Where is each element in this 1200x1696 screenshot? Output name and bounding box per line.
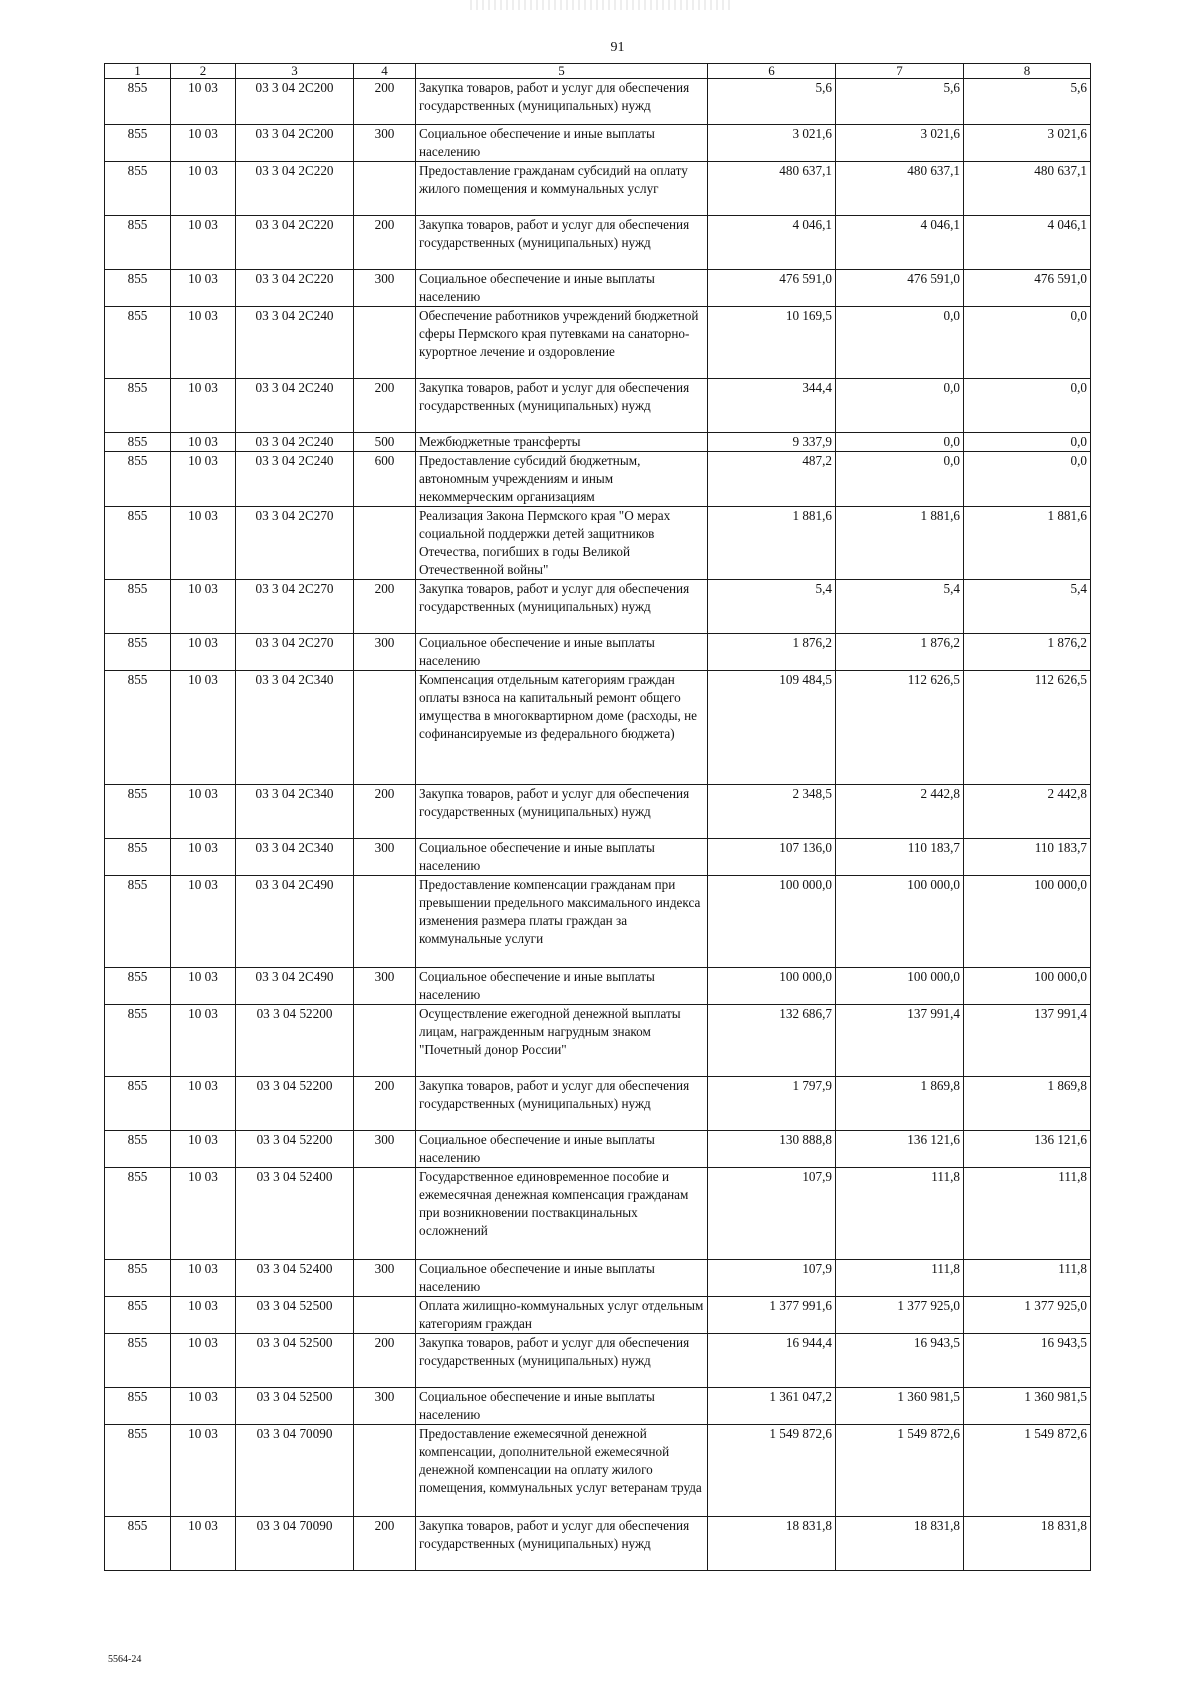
cell-amount-col8: 0,0 xyxy=(964,433,1091,452)
cell-expense-type xyxy=(354,162,416,216)
column-header: 8 xyxy=(964,64,1091,79)
cell-target-article: 03 3 04 2С270 xyxy=(236,634,354,671)
cell-amount-col8: 3 021,6 xyxy=(964,125,1091,162)
cell-section: 10 03 xyxy=(171,968,236,1005)
cell-amount-col6: 107,9 xyxy=(708,1260,836,1297)
cell-amount-col7: 1 549 872,6 xyxy=(836,1425,964,1517)
cell-amount-col6: 2 348,5 xyxy=(708,785,836,839)
cell-section: 10 03 xyxy=(171,839,236,876)
cell-amount-col8: 0,0 xyxy=(964,379,1091,433)
cell-expense-type: 200 xyxy=(354,79,416,125)
table-row xyxy=(105,968,1091,1005)
cell-expense-type xyxy=(354,1168,416,1260)
cell-administrator: 855 xyxy=(105,671,171,785)
cell-amount-col8: 1 360 981,5 xyxy=(964,1388,1091,1425)
table-row xyxy=(105,634,1091,671)
cell-amount-col7: 111,8 xyxy=(836,1168,964,1260)
cell-section: 10 03 xyxy=(171,1077,236,1131)
cell-target-article: 03 3 04 2С240 xyxy=(236,452,354,507)
column-header: 4 xyxy=(354,64,416,79)
cell-target-article: 03 3 04 2С340 xyxy=(236,785,354,839)
cell-target-article: 03 3 04 2С200 xyxy=(236,79,354,125)
cell-amount-col7: 1 881,6 xyxy=(836,507,964,580)
table-row xyxy=(105,785,1091,839)
cell-target-article: 03 3 04 52200 xyxy=(236,1077,354,1131)
cell-description: Закупка товаров, работ и услуг для обеспечения государственных (муниципальных) нужд xyxy=(416,1077,708,1131)
cell-amount-col6: 100 000,0 xyxy=(708,876,836,968)
cell-amount-col6: 9 337,9 xyxy=(708,433,836,452)
cell-amount-col6: 1 881,6 xyxy=(708,507,836,580)
table-row xyxy=(105,876,1091,968)
scan-artifact xyxy=(470,0,730,10)
cell-description: Реализация Закона Пермского края "О мерах социальной поддержки детей защитников Отечества, погибших в годы Великой Отечественной войны" xyxy=(416,507,708,580)
cell-amount-col7: 1 869,8 xyxy=(836,1077,964,1131)
cell-amount-col6: 344,4 xyxy=(708,379,836,433)
cell-target-article: 03 3 04 2С240 xyxy=(236,307,354,379)
cell-description: Социальное обеспечение и иные выплаты населению xyxy=(416,125,708,162)
cell-description: Предоставление гражданам субсидий на оплату жилого помещения и коммунальных услуг xyxy=(416,162,708,216)
cell-amount-col7: 112 626,5 xyxy=(836,671,964,785)
cell-amount-col8: 1 881,6 xyxy=(964,507,1091,580)
cell-amount-col8: 480 637,1 xyxy=(964,162,1091,216)
table-row xyxy=(105,1425,1091,1517)
cell-administrator: 855 xyxy=(105,1388,171,1425)
cell-amount-col8: 100 000,0 xyxy=(964,968,1091,1005)
cell-administrator: 855 xyxy=(105,125,171,162)
cell-amount-col7: 3 021,6 xyxy=(836,125,964,162)
table-row xyxy=(105,671,1091,785)
cell-amount-col8: 112 626,5 xyxy=(964,671,1091,785)
table-row xyxy=(105,433,1091,452)
cell-amount-col6: 109 484,5 xyxy=(708,671,836,785)
cell-amount-col8: 1 876,2 xyxy=(964,634,1091,671)
cell-target-article: 03 3 04 2С220 xyxy=(236,270,354,307)
cell-expense-type: 300 xyxy=(354,968,416,1005)
cell-expense-type: 200 xyxy=(354,379,416,433)
cell-amount-col7: 1 360 981,5 xyxy=(836,1388,964,1425)
document-code: 5564-24 xyxy=(108,1654,142,1665)
cell-section: 10 03 xyxy=(171,270,236,307)
cell-amount-col8: 1 869,8 xyxy=(964,1077,1091,1131)
table-row xyxy=(105,1077,1091,1131)
cell-administrator: 855 xyxy=(105,580,171,634)
cell-section: 10 03 xyxy=(171,1260,236,1297)
cell-amount-col8: 2 442,8 xyxy=(964,785,1091,839)
table-row xyxy=(105,162,1091,216)
table-row xyxy=(105,1168,1091,1260)
cell-description: Социальное обеспечение и иные выплаты населению xyxy=(416,839,708,876)
cell-target-article: 03 3 04 52500 xyxy=(236,1334,354,1388)
page-number: 91 xyxy=(610,40,625,55)
cell-section: 10 03 xyxy=(171,671,236,785)
cell-administrator: 855 xyxy=(105,634,171,671)
cell-description: Оплата жилищно-коммунальных услуг отдельным категориям граждан xyxy=(416,1297,708,1334)
cell-amount-col8: 0,0 xyxy=(964,307,1091,379)
cell-amount-col7: 137 991,4 xyxy=(836,1005,964,1077)
cell-amount-col6: 1 876,2 xyxy=(708,634,836,671)
cell-administrator: 855 xyxy=(105,1131,171,1168)
cell-amount-col6: 1 549 872,6 xyxy=(708,1425,836,1517)
cell-administrator: 855 xyxy=(105,1077,171,1131)
cell-administrator: 855 xyxy=(105,307,171,379)
cell-amount-col6: 100 000,0 xyxy=(708,968,836,1005)
cell-amount-col8: 5,4 xyxy=(964,580,1091,634)
cell-section: 10 03 xyxy=(171,1388,236,1425)
cell-amount-col6: 487,2 xyxy=(708,452,836,507)
cell-amount-col6: 480 637,1 xyxy=(708,162,836,216)
table-row xyxy=(105,839,1091,876)
cell-expense-type xyxy=(354,1005,416,1077)
cell-expense-type: 200 xyxy=(354,1077,416,1131)
table-row xyxy=(105,379,1091,433)
cell-amount-col8: 18 831,8 xyxy=(964,1517,1091,1571)
cell-section: 10 03 xyxy=(171,452,236,507)
cell-description: Осуществление ежегодной денежной выплаты лицам, награжденным нагрудным знаком "Почетный донор России" xyxy=(416,1005,708,1077)
cell-target-article: 03 3 04 2С200 xyxy=(236,125,354,162)
cell-amount-col7: 1 876,2 xyxy=(836,634,964,671)
cell-target-article: 03 3 04 70090 xyxy=(236,1517,354,1571)
table-row xyxy=(105,270,1091,307)
cell-amount-col6: 107,9 xyxy=(708,1168,836,1260)
cell-administrator: 855 xyxy=(105,452,171,507)
cell-description: Социальное обеспечение и иные выплаты населению xyxy=(416,1260,708,1297)
cell-target-article: 03 3 04 2С240 xyxy=(236,379,354,433)
cell-amount-col6: 18 831,8 xyxy=(708,1517,836,1571)
cell-expense-type: 200 xyxy=(354,785,416,839)
cell-description: Социальное обеспечение и иные выплаты населению xyxy=(416,634,708,671)
cell-administrator: 855 xyxy=(105,1517,171,1571)
cell-section: 10 03 xyxy=(171,433,236,452)
cell-amount-col8: 476 591,0 xyxy=(964,270,1091,307)
cell-amount-col8: 111,8 xyxy=(964,1168,1091,1260)
cell-description: Компенсация отдельным категориям граждан оплаты взноса на капитальный ремонт общего имущества в многоквартирном доме (расходы, не софинансируемые из федерального бюджета) xyxy=(416,671,708,785)
column-header: 1 xyxy=(105,64,171,79)
cell-target-article: 03 3 04 2С490 xyxy=(236,876,354,968)
cell-expense-type xyxy=(354,1297,416,1334)
cell-target-article: 03 3 04 70090 xyxy=(236,1425,354,1517)
cell-description: Закупка товаров, работ и услуг для обеспечения государственных (муниципальных) нужд xyxy=(416,785,708,839)
cell-amount-col7: 111,8 xyxy=(836,1260,964,1297)
cell-amount-col6: 1 377 991,6 xyxy=(708,1297,836,1334)
cell-amount-col8: 111,8 xyxy=(964,1260,1091,1297)
cell-expense-type: 300 xyxy=(354,270,416,307)
cell-target-article: 03 3 04 2С340 xyxy=(236,671,354,785)
table-row xyxy=(105,1260,1091,1297)
cell-amount-col7: 5,6 xyxy=(836,79,964,125)
cell-section: 10 03 xyxy=(171,307,236,379)
cell-amount-col8: 137 991,4 xyxy=(964,1005,1091,1077)
cell-section: 10 03 xyxy=(171,1297,236,1334)
cell-description: Социальное обеспечение и иные выплаты населению xyxy=(416,968,708,1005)
cell-section: 10 03 xyxy=(171,580,236,634)
cell-amount-col6: 5,6 xyxy=(708,79,836,125)
cell-administrator: 855 xyxy=(105,785,171,839)
table-row xyxy=(105,125,1091,162)
cell-target-article: 03 3 04 2С490 xyxy=(236,968,354,1005)
cell-target-article: 03 3 04 52500 xyxy=(236,1297,354,1334)
cell-amount-col7: 476 591,0 xyxy=(836,270,964,307)
cell-target-article: 03 3 04 52200 xyxy=(236,1005,354,1077)
column-header: 2 xyxy=(171,64,236,79)
cell-expense-type: 200 xyxy=(354,1517,416,1571)
table-body xyxy=(105,79,1091,1571)
cell-target-article: 03 3 04 2С270 xyxy=(236,507,354,580)
cell-section: 10 03 xyxy=(171,1425,236,1517)
cell-description: Закупка товаров, работ и услуг для обеспечения государственных (муниципальных) нужд xyxy=(416,79,708,125)
cell-administrator: 855 xyxy=(105,270,171,307)
cell-expense-type xyxy=(354,1425,416,1517)
cell-amount-col8: 4 046,1 xyxy=(964,216,1091,270)
cell-description: Социальное обеспечение и иные выплаты населению xyxy=(416,1131,708,1168)
cell-administrator: 855 xyxy=(105,1260,171,1297)
cell-amount-col7: 5,4 xyxy=(836,580,964,634)
cell-administrator: 855 xyxy=(105,1334,171,1388)
cell-amount-col7: 2 442,8 xyxy=(836,785,964,839)
table-row xyxy=(105,452,1091,507)
table-row xyxy=(105,79,1091,125)
cell-amount-col8: 110 183,7 xyxy=(964,839,1091,876)
cell-section: 10 03 xyxy=(171,876,236,968)
column-number-row xyxy=(105,64,1091,79)
cell-expense-type: 300 xyxy=(354,1131,416,1168)
cell-amount-col8: 136 121,6 xyxy=(964,1131,1091,1168)
cell-amount-col6: 4 046,1 xyxy=(708,216,836,270)
cell-target-article: 03 3 04 2С270 xyxy=(236,580,354,634)
budget-table xyxy=(104,63,1091,1571)
cell-amount-col8: 1 549 872,6 xyxy=(964,1425,1091,1517)
cell-expense-type: 300 xyxy=(354,1260,416,1297)
table-row xyxy=(105,1297,1091,1334)
cell-target-article: 03 3 04 2С240 xyxy=(236,433,354,452)
cell-expense-type: 200 xyxy=(354,580,416,634)
cell-section: 10 03 xyxy=(171,79,236,125)
cell-expense-type: 300 xyxy=(354,1388,416,1425)
cell-description: Закупка товаров, работ и услуг для обеспечения государственных (муниципальных) нужд xyxy=(416,379,708,433)
table-row xyxy=(105,216,1091,270)
cell-target-article: 03 3 04 2С220 xyxy=(236,216,354,270)
cell-expense-type: 300 xyxy=(354,839,416,876)
cell-expense-type: 200 xyxy=(354,1334,416,1388)
cell-amount-col7: 0,0 xyxy=(836,452,964,507)
cell-amount-col8: 5,6 xyxy=(964,79,1091,125)
cell-amount-col7: 1 377 925,0 xyxy=(836,1297,964,1334)
cell-administrator: 855 xyxy=(105,1168,171,1260)
cell-section: 10 03 xyxy=(171,634,236,671)
cell-description: Закупка товаров, работ и услуг для обеспечения государственных (муниципальных) нужд xyxy=(416,1517,708,1571)
cell-description: Государственное единовременное пособие и ежемесячная денежная компенсация гражданам при возникновении поствакцинальных осложнений xyxy=(416,1168,708,1260)
cell-target-article: 03 3 04 52500 xyxy=(236,1388,354,1425)
cell-amount-col7: 100 000,0 xyxy=(836,968,964,1005)
cell-administrator: 855 xyxy=(105,839,171,876)
cell-description: Предоставление компенсации гражданам при превышении предельного максимального индекса изменения размера платы граждан за коммунальные услуги xyxy=(416,876,708,968)
cell-administrator: 855 xyxy=(105,433,171,452)
cell-amount-col7: 0,0 xyxy=(836,307,964,379)
column-header: 5 xyxy=(416,64,708,79)
cell-amount-col6: 5,4 xyxy=(708,580,836,634)
cell-description: Закупка товаров, работ и услуг для обеспечения государственных (муниципальных) нужд xyxy=(416,1334,708,1388)
cell-section: 10 03 xyxy=(171,125,236,162)
table-row xyxy=(105,307,1091,379)
cell-amount-col7: 16 943,5 xyxy=(836,1334,964,1388)
cell-amount-col6: 3 021,6 xyxy=(708,125,836,162)
cell-administrator: 855 xyxy=(105,79,171,125)
table-row xyxy=(105,1334,1091,1388)
cell-amount-col6: 1 361 047,2 xyxy=(708,1388,836,1425)
cell-section: 10 03 xyxy=(171,1005,236,1077)
cell-administrator: 855 xyxy=(105,1005,171,1077)
cell-administrator: 855 xyxy=(105,379,171,433)
column-header: 6 xyxy=(708,64,836,79)
table-row xyxy=(105,580,1091,634)
cell-target-article: 03 3 04 52400 xyxy=(236,1260,354,1297)
cell-amount-col6: 16 944,4 xyxy=(708,1334,836,1388)
cell-expense-type xyxy=(354,671,416,785)
cell-administrator: 855 xyxy=(105,1297,171,1334)
cell-amount-col8: 100 000,0 xyxy=(964,876,1091,968)
cell-section: 10 03 xyxy=(171,379,236,433)
cell-expense-type: 200 xyxy=(354,216,416,270)
cell-expense-type xyxy=(354,876,416,968)
cell-target-article: 03 3 04 2С220 xyxy=(236,162,354,216)
cell-description: Обеспечение работников учреждений бюджетной сферы Пермского края путевками на санаторно-курортное лечение и оздоровление xyxy=(416,307,708,379)
cell-administrator: 855 xyxy=(105,968,171,1005)
cell-amount-col8: 0,0 xyxy=(964,452,1091,507)
cell-amount-col7: 136 121,6 xyxy=(836,1131,964,1168)
cell-section: 10 03 xyxy=(171,1131,236,1168)
cell-target-article: 03 3 04 52200 xyxy=(236,1131,354,1168)
cell-expense-type: 300 xyxy=(354,125,416,162)
cell-amount-col7: 480 637,1 xyxy=(836,162,964,216)
cell-amount-col7: 110 183,7 xyxy=(836,839,964,876)
cell-amount-col6: 130 888,8 xyxy=(708,1131,836,1168)
cell-administrator: 855 xyxy=(105,162,171,216)
cell-amount-col7: 0,0 xyxy=(836,433,964,452)
cell-amount-col7: 100 000,0 xyxy=(836,876,964,968)
table-row xyxy=(105,1131,1091,1168)
cell-expense-type: 600 xyxy=(354,452,416,507)
cell-target-article: 03 3 04 2С340 xyxy=(236,839,354,876)
cell-section: 10 03 xyxy=(171,507,236,580)
cell-section: 10 03 xyxy=(171,1168,236,1260)
table-row xyxy=(105,1388,1091,1425)
cell-description: Предоставление субсидий бюджетным, автономным учреждениям и иным некоммерческим организациям xyxy=(416,452,708,507)
cell-amount-col8: 16 943,5 xyxy=(964,1334,1091,1388)
cell-expense-type xyxy=(354,307,416,379)
table-row xyxy=(105,1517,1091,1571)
cell-amount-col6: 132 686,7 xyxy=(708,1005,836,1077)
column-header: 7 xyxy=(836,64,964,79)
cell-amount-col8: 1 377 925,0 xyxy=(964,1297,1091,1334)
cell-section: 10 03 xyxy=(171,162,236,216)
table-row xyxy=(105,1005,1091,1077)
cell-description: Закупка товаров, работ и услуг для обеспечения государственных (муниципальных) нужд xyxy=(416,580,708,634)
cell-section: 10 03 xyxy=(171,785,236,839)
cell-description: Социальное обеспечение и иные выплаты населению xyxy=(416,270,708,307)
cell-amount-col7: 0,0 xyxy=(836,379,964,433)
cell-expense-type xyxy=(354,507,416,580)
cell-section: 10 03 xyxy=(171,1517,236,1571)
table-row xyxy=(105,507,1091,580)
cell-description: Социальное обеспечение и иные выплаты населению xyxy=(416,1388,708,1425)
cell-administrator: 855 xyxy=(105,507,171,580)
cell-administrator: 855 xyxy=(105,216,171,270)
cell-amount-col6: 10 169,5 xyxy=(708,307,836,379)
cell-expense-type: 500 xyxy=(354,433,416,452)
cell-amount-col7: 4 046,1 xyxy=(836,216,964,270)
cell-administrator: 855 xyxy=(105,876,171,968)
cell-amount-col6: 1 797,9 xyxy=(708,1077,836,1131)
cell-description: Предоставление ежемесячной денежной компенсации, дополнительной ежемесячной денежной компенсации на оплату жилого помещения, коммунальных услуг ветеранам труда xyxy=(416,1425,708,1517)
cell-section: 10 03 xyxy=(171,216,236,270)
cell-amount-col6: 107 136,0 xyxy=(708,839,836,876)
cell-amount-col6: 476 591,0 xyxy=(708,270,836,307)
cell-description: Закупка товаров, работ и услуг для обеспечения государственных (муниципальных) нужд xyxy=(416,216,708,270)
cell-target-article: 03 3 04 52400 xyxy=(236,1168,354,1260)
cell-description: Межбюджетные трансферты xyxy=(416,433,708,452)
cell-administrator: 855 xyxy=(105,1425,171,1517)
cell-expense-type: 300 xyxy=(354,634,416,671)
cell-amount-col7: 18 831,8 xyxy=(836,1517,964,1571)
cell-section: 10 03 xyxy=(171,1334,236,1388)
column-header: 3 xyxy=(236,64,354,79)
